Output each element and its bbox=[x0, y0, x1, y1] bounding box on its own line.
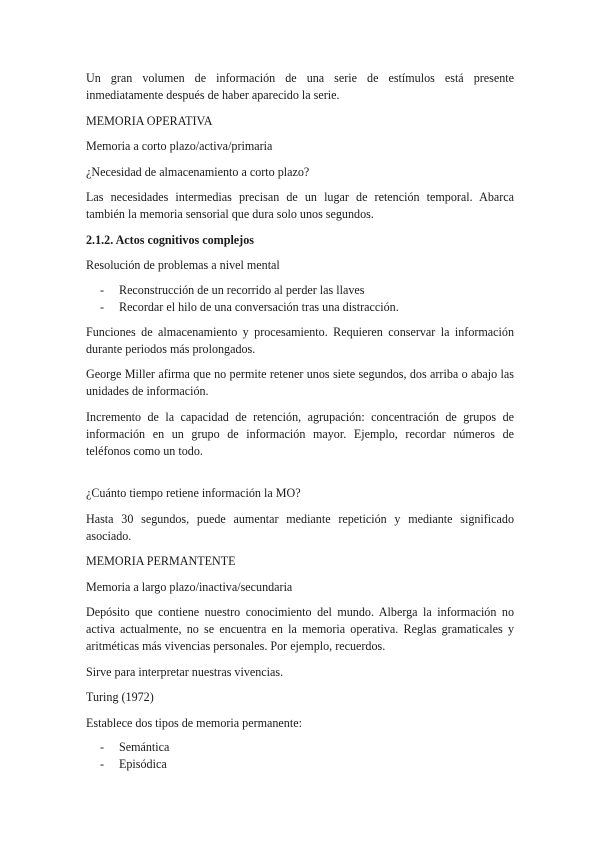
question-short-term-storage: ¿Necesidad de almacenamiento a corto plazo? bbox=[86, 164, 310, 179]
list-item-text: Reconstrucción de un recorrido al perder las llaves bbox=[119, 282, 365, 297]
paragraph-george-miller: George Miller afirma que no permite retener unos siete segundos, dos arriba o abajo las unidades de información. bbox=[86, 367, 514, 398]
dash-bullet: - bbox=[100, 299, 105, 314]
memoria-operativa-subtitle: Memoria a corto plazo/activa/primaria bbox=[86, 139, 273, 153]
paragraph-deposito: Depósito que contiene nuestro conocimiento del mundo. Alberga la información no activa actualmente, no se encuentra en la memoria operativa. Reglas gramaticales y aritméticas más vivencias personales. Por ejemplo, recuerdos. bbox=[86, 605, 514, 653]
paragraph-problem-solving: Resolución de problemas a nivel mental bbox=[86, 258, 280, 272]
paragraph-thirty-seconds: Hasta 30 segundos, puede aumentar mediante repetición y mediante significado asociado. bbox=[86, 511, 514, 543]
intro-paragraph: Un gran volumen de información de una serie de estímulos está presente inmediatamente después de haber aparecido la serie. bbox=[86, 71, 514, 102]
list-item bbox=[86, 756, 514, 773]
paragraph-storage-processing: Funciones de almacenamiento y procesamiento. Requieren conservar la información durante periodos más prolongados. bbox=[86, 324, 514, 356]
paragraph-intermediate-needs: Las necesidades intermedias precisan de un lugar de retención temporal. Abarca también la memoria sensorial que dura solo unos segundos. bbox=[86, 190, 514, 221]
dash-bullet: - bbox=[100, 757, 105, 771]
subsection-heading: 2.1.2. Actos cognitivos complejos bbox=[86, 232, 254, 247]
paragraph-interpret: Sirve para interpretar nuestras vivencias. bbox=[86, 664, 284, 679]
paragraph-turing: Turing (1972) bbox=[86, 690, 154, 704]
list-item bbox=[86, 299, 514, 316]
paragraph-two-types: Establece dos tipos de memoria permanente: bbox=[86, 715, 302, 730]
list-item-text: Semántica bbox=[119, 740, 170, 754]
question-mo-duration: ¿Cuánto tiempo retiene información la MO? bbox=[86, 486, 301, 500]
memory-types-list bbox=[86, 739, 514, 773]
section-title-memoria-permanente: MEMORIA PERMANTENTE bbox=[86, 554, 236, 568]
problem-solving-list bbox=[86, 282, 514, 316]
document-page bbox=[86, 70, 514, 781]
blank-line bbox=[86, 468, 514, 485]
dash-bullet: - bbox=[100, 282, 105, 297]
dash-bullet: - bbox=[100, 740, 105, 754]
paragraph-chunking: Incremento de la capacidad de retención, agrupación: concentración de grupos de información en un grupo de información mayor. Ejemplo, recordar números de teléfonos como un todo. bbox=[86, 409, 514, 458]
list-item-text: Recordar el hilo de una conversación tras una distracción. bbox=[119, 299, 399, 314]
list-item-text: Episódica bbox=[119, 757, 167, 771]
list-item bbox=[86, 739, 514, 756]
list-item bbox=[86, 282, 514, 299]
section-title-memoria-operativa: MEMORIA OPERATIVA bbox=[86, 113, 213, 128]
memoria-permanente-subtitle: Memoria a largo plazo/inactiva/secundaria bbox=[86, 579, 293, 594]
